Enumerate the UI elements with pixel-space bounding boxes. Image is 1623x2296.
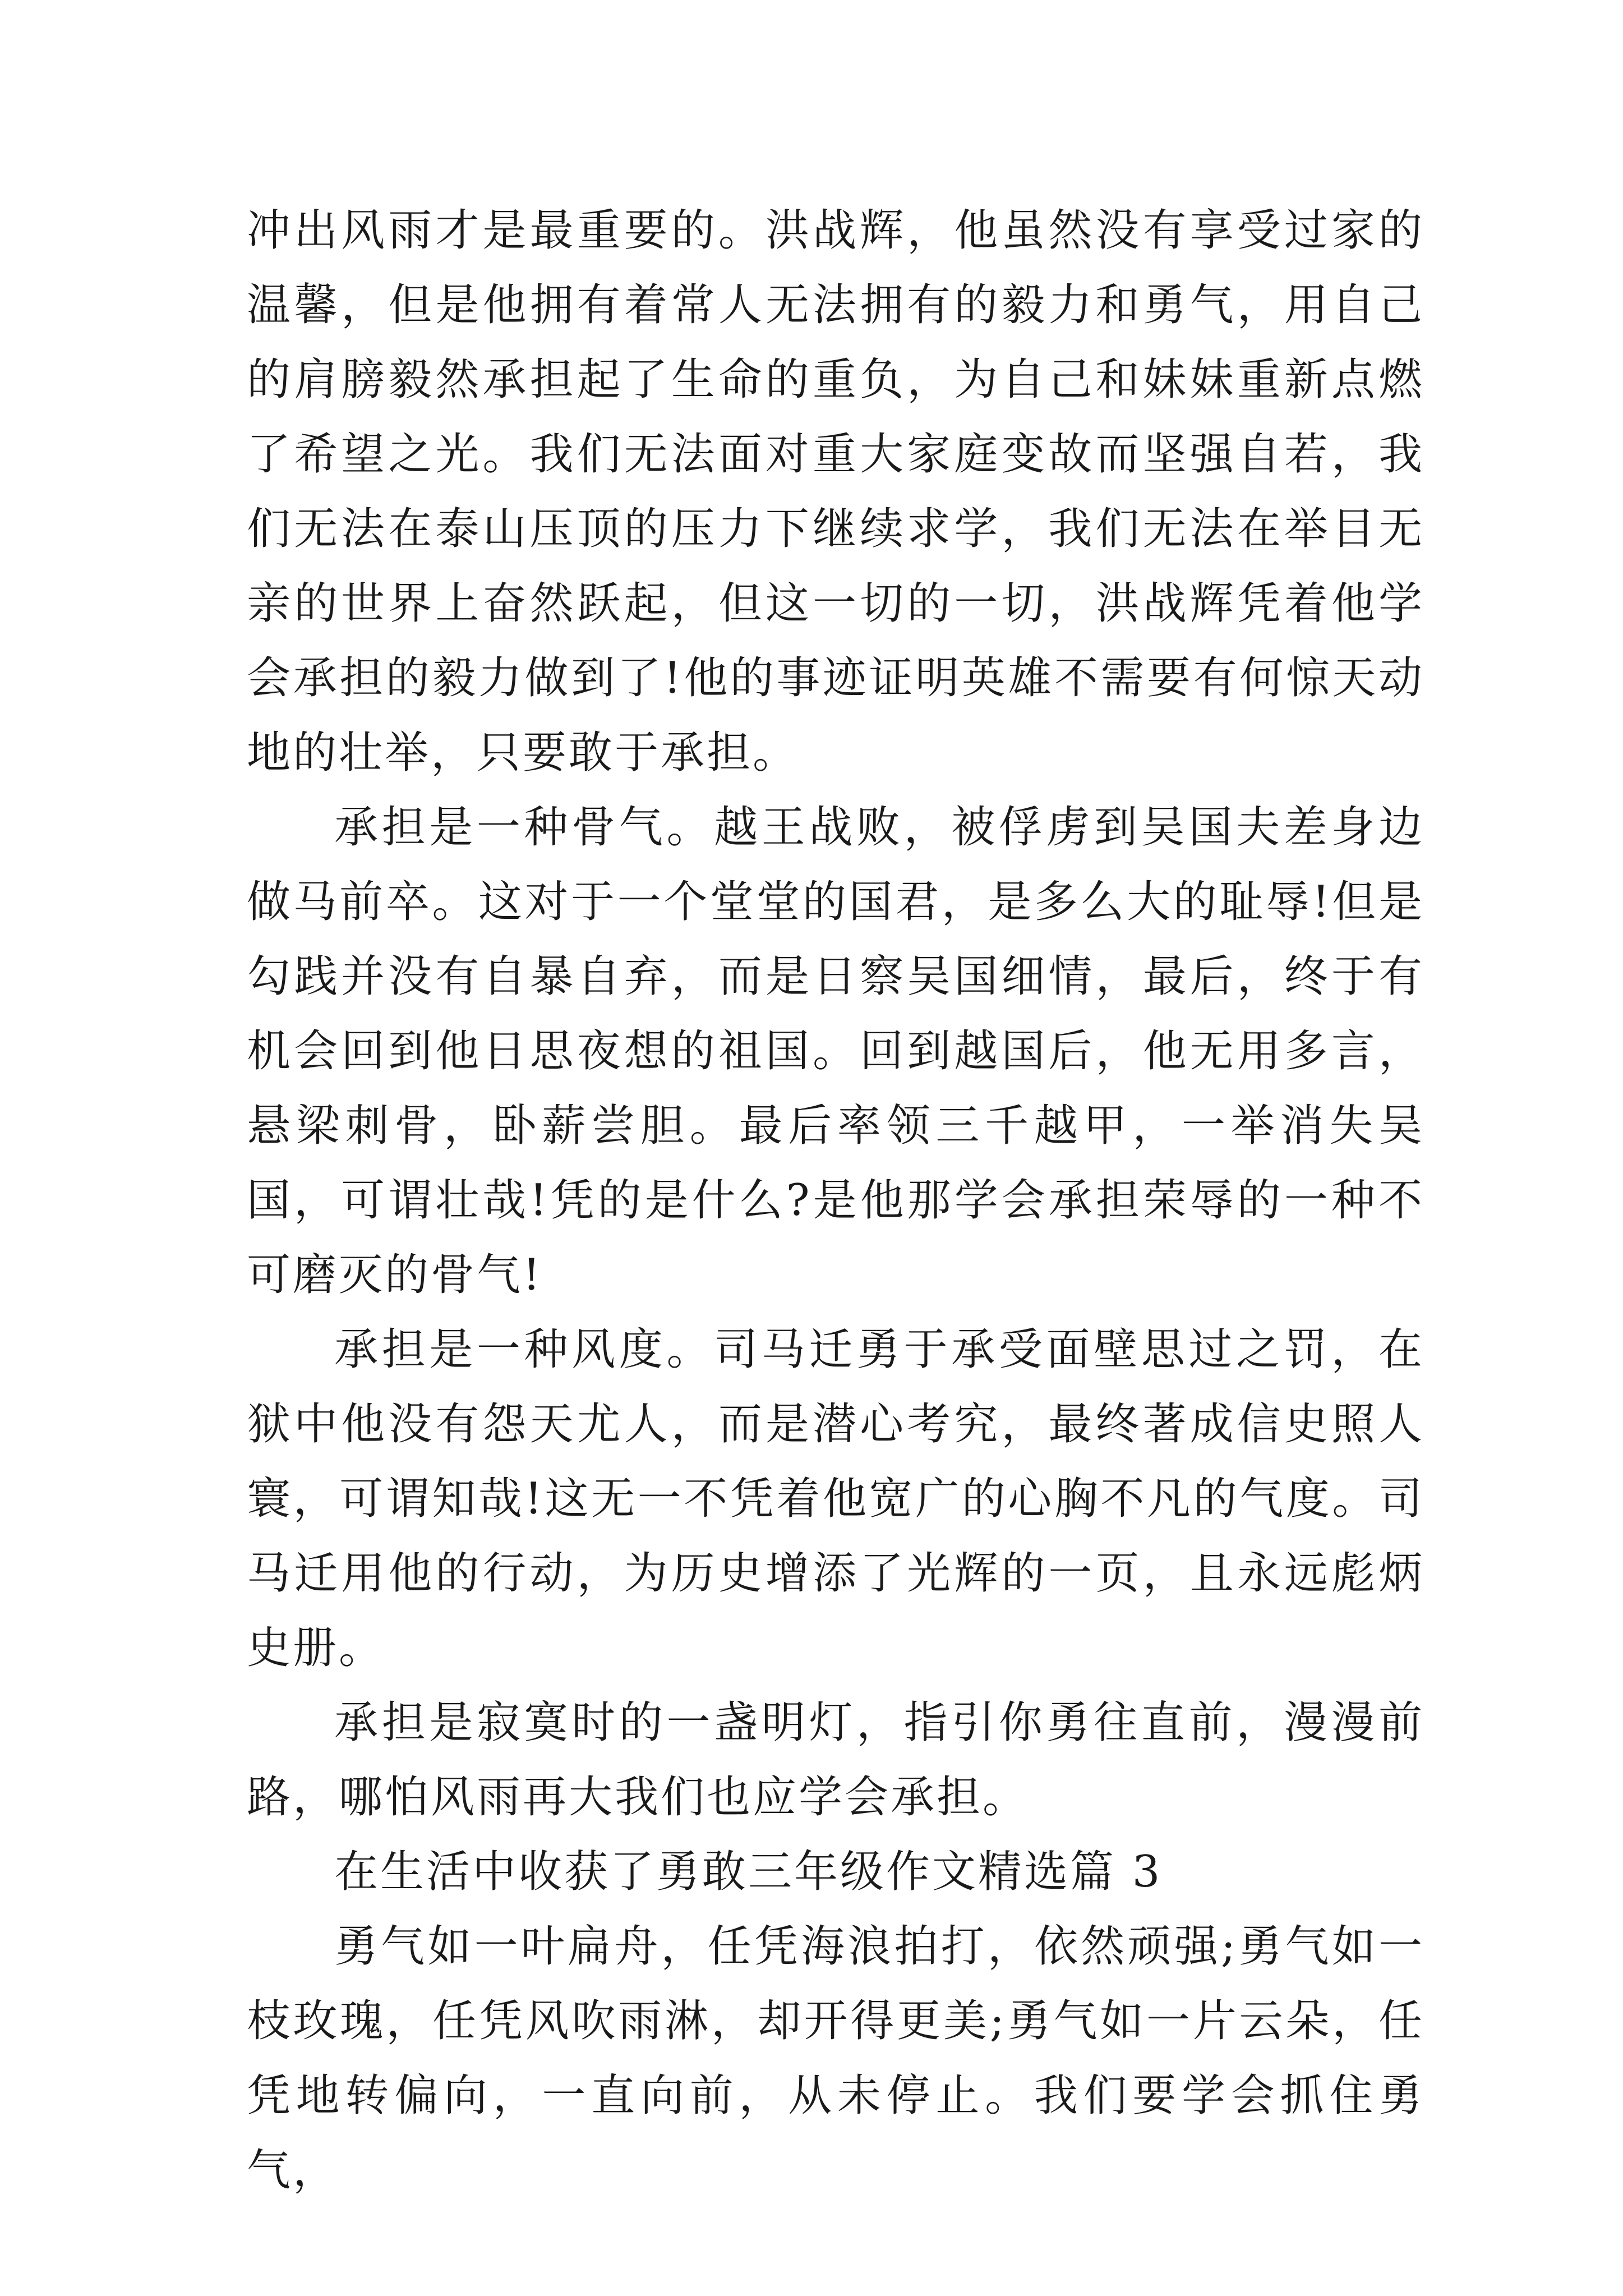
paragraph-backbone: 承担是一种骨气。越王战败，被俘虏到吴国夫差身边做马前卒。这对于一个堂堂的国君，是多么大的耻辱!但是勾践并没有自暴自弃，而是日察吴国细情，最后，终于有机会回到他日思夜想的祖国。回到越国后，他无用多言，悬梁刺骨，卧薪尝胆。最后率领三千越甲，一举消失吴国，可谓壮哉!凭的是什么?是他那学会承担荣辱的一种不可磨灭的骨气! xyxy=(247,802,1424,1300)
section-heading: 在生活中收获了勇敢三年级作文精选篇 3 xyxy=(334,1847,1163,1897)
paragraph-demeanor: 承担是一种风度。司马迁勇于承受面壁思过之罚，在狱中他没有怨天尤人，而是潜心考究，最终著成信史照人寰，可谓知哉!这无一不凭着他宽广的心胸不凡的气度。司马迁用他的行动，为历史增添了光辉的一页，且永远彪炳史册。 xyxy=(247,1324,1424,1673)
paragraph-lamp: 承担是寂寞时的一盏明灯，指引你勇往直前，漫漫前路，哪怕风雨再大我们也应学会承担。 xyxy=(247,1697,1424,1823)
paragraph-continuation: 冲出风雨才是最重要的。洪战辉，他虽然没有享受过家的温馨，但是他拥有着常人无法拥有的毅力和勇气，用自己的肩膀毅然承担起了生命的重负，为自己和妹妹重新点燃了希望之光。我们无法面对重大家庭变故而坚强自若，我们无法在泰山压顶的压力下继续求学，我们无法在举目无亲的世界上奋然跃起，但这一切的一切，洪战辉凭着他学会承担的毅力做到了!他的事迹证明英雄不需要有何惊天动地的壮举，只要敢于承担。 xyxy=(247,205,1424,778)
document-body xyxy=(247,194,1424,2208)
paragraph-courage: 勇气如一叶扁舟，任凭海浪拍打，依然顽强;勇气如一枝玫瑰，任凭风吹雨淋，却开得更美;勇气如一片云朵，任凭地转偏向，一直向前，从未停止。我们要学会抓住勇气， xyxy=(247,1921,1424,2196)
